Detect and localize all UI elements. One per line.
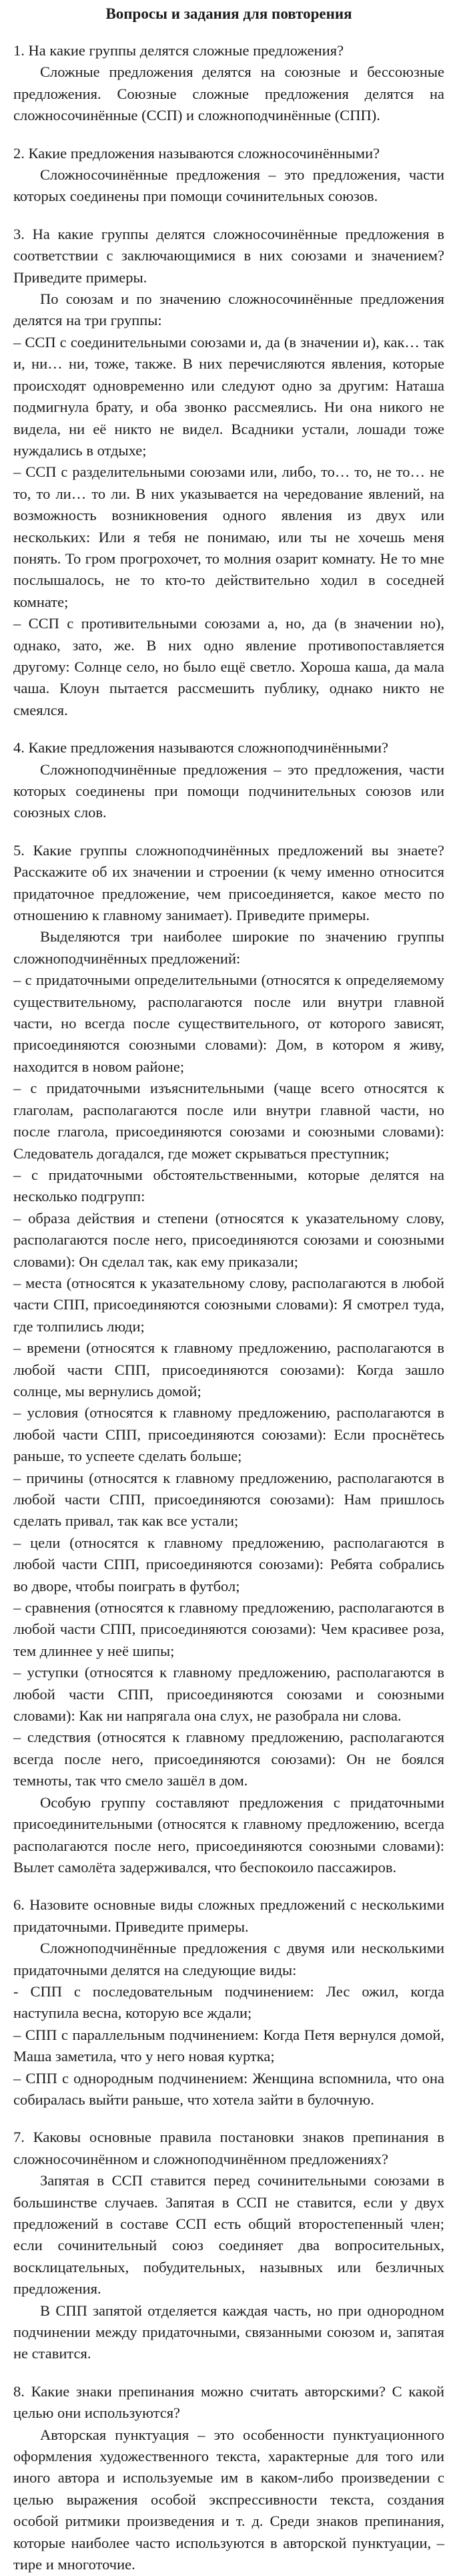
list-item: – ССП с противительными союзами а, но, да (в значении но), однако, зато, же. В них одно явление противопоставляется другому: Солнце село, но было ещё светло. Хороша каша, да мала чаша. Клоун пытается рассмешить публику, однако никто не смеялся. [13,615,444,718]
question: 1. На какие группы делятся сложные предложения? [13,42,344,59]
list-item: – времени (относятся к главному предложению, располагаются в любой части СПП, присоединяются союзами): Когда зашло солнце, мы вернулись домой; [13,1339,444,1400]
paragraph: Запятая в ССП ставится перед сочинительными союзами в большинстве случаев. Запятая в ССП не ставится, если у двух предложений в составе ССП есть общий второстепенный член; если сочинительный союз соединяет два вопросительных, восклицательных, побудительных, назывных или безличных предложения. [13,2172,444,2298]
list-item: – условия (относятся к главному предложению, располагаются в любой части СПП, присоединяются союзами): Если проснётесь раньше, то успеете сделать больше; [13,1404,444,1465]
list-item: – с придаточными обстоятельственными, которые делятся на несколько подгрупп: [13,1166,444,1205]
content [13,40,444,2576]
list-item: – места (относятся к указательному слову, располагаются в любой части СПП, присоединяются союзными словами): Я смотрел туда, где толпились люди; [13,1274,444,1335]
question: 7. Каковы основные правила постановки знаков препинания в сложносочинённом и сложноподчинённом предложениях? [13,2129,444,2167]
question: 8. Какие знаки препинания можно считать авторскими? С какой целью они используются? [13,2382,444,2422]
list-item: – уступки (относятся к главному предложению, располагаются в любой части СПП, присоединяются союзами и союзными словами): Как ни напрягала она слух, не разобрала ни слова. [13,1664,444,1725]
list-item: – образа действия и степени (относятся к указательному слову, располагаются после него, присоединяются союзами и союзными словами): Он сделал так, как ему приказали; [13,1209,444,1270]
page-title: Вопросы и задания для повторения [105,5,352,22]
paragraph: Особую группу составляют предложения с придаточными присоединительными (относятся к главному предложению, всегда располагаются после него, присоединяются союзными словами): Вылет самолёта задерживался, что беспокоило пассажиров. [13,1793,444,1876]
list-item: – следствия (относятся к главному предложению, располагаются всегда после него, присоединяются союзами): Он не боялся темноты, так что смело зашёл в дом. [13,1729,444,1789]
list-item: – ССП с соединительными союзами и, да (в значении и), как… так и, ни… ни, тоже, также. В них перечисляются явления, которые происходят одновременно или следуют одно за другим: Наташа подмигнула брату, и оба звонко рассмеялись. Ни она никого не видела, ни её никто не видел. Всадники устали, лошади тоже нуждались в отдыхе; [13,333,444,459]
question: 5. Какие группы сложноподчинённых предложений вы знаете? Расскажите об их значении и строении (к чему именно относится придаточное предложение, чем присоединяется, какое место по отношению к главному занимает). Приведите примеры. [13,841,444,924]
question: 6. Назовите основные виды сложных предложений с несколькими придаточными. Приведите примеры. [13,1896,444,1935]
paragraph: Авторская пунктуация – это особенности пунктуационного оформления художественного текста, характерные для того или иного автора и используемые им в каком-либо произведении с целью выражения особой экспрессивности текста, создания особой ритмики произведения и т. д. Среди знаков препинания, которые наиболее часто используются в авторской пунктуации, – тире и многоточие. [13,2426,444,2573]
paragraph: Сложноподчинённые предложения с двумя или несколькими придаточными делятся на следующие виды: [13,1940,444,1978]
paragraph: По союзам и по значению сложносочинённые предложения делятся на три группы: [13,290,444,329]
paragraph: Сложносочинённые предложения – это предложения, части которых соединены при помощи сочинительных союзов. [13,166,444,205]
paragraph: В СПП запятой отделяется каждая часть, но при однородном подчинении между придаточными, связанными союзом и, запятая не ставится. [13,2302,444,2362]
list-item: – СПП с параллельным подчинением: Когда Петя вернулся домой, Маша заметила, что у него новая куртка; [13,2026,444,2065]
question: 4. Какие предложения называются сложноподчинёнными? [13,739,389,757]
list-item: - СПП с последовательным подчинением: Лес ожил, когда наступила весна, которую все ждали; [13,1982,444,2022]
list-item: – ССП с разделительными союзами или, либо, то… то, не то… не то, то ли… то ли. В них указывается на чередование явлений, на возможность возникновения одного явления из двух или нескольких: Или я тебя не понимаю, или ты не хочешь меня понять. То гром прогрохочет, то молния озарит комнату. Не то мне послышалось, не то кто-то действительно ходил в соседней комнате; [13,463,444,610]
paragraph: Выделяются три наиболее широкие по значению группы сложноподчинённых предложений: [13,928,444,967]
paragraph: Сложные предложения делятся на союзные и бессоюзные предложения. Союзные сложные предложения делятся на сложносочинённые (ССП) и сложноподчинённые (СПП). [13,63,444,124]
paragraph: Сложноподчинённые предложения – это предложения, части которых соединены при помощи подчинительных союзов или союзных слов. [13,761,444,821]
list-item: – СПП с однородным подчинением: Женщина вспомнила, что она собиралась выйти раньше, что хотела зайти в булочную. [13,2069,444,2108]
list-item: – сравнения (относятся к главному предложению, располагаются в любой части СПП, присоединяются союзами): Чем красивее роза, тем длиннее у неё шипы; [13,1599,444,1659]
list-item: – с придаточными изъяснительными (чаще всего относятся к глаголам, располагаются после или внутри главной части, но после глагола, присоединяются союзами и союзными словами): Следователь догадался, где может скрываться преступник; [13,1080,444,1162]
question: 3. На какие группы делятся сложносочинённые предложения в соответствии с заключающимися в них союзами и значением? Приведите примеры. [13,225,444,286]
list-item: – причины (относятся к главному предложению, располагаются в любой части СПП, присоединяются союзами): Нам пришлось сделать привал, так как все устали; [13,1469,444,1530]
question: 2. Какие предложения называются сложносочинёнными? [13,144,380,162]
list-item: – цели (относятся к главному предложению, располагаются в любой части СПП, присоединяются союзами): Ребята собрались во дворе, чтобы поиграть в футбол; [13,1534,444,1594]
list-item: – с придаточными определительными (относятся к определяемому существительному, располагаются после или внутри главной части, но всегда после существительного, от которого зависят, присоединяются союзными словами): Дом, в котором я живу, находится в новом районе; [13,972,444,1075]
